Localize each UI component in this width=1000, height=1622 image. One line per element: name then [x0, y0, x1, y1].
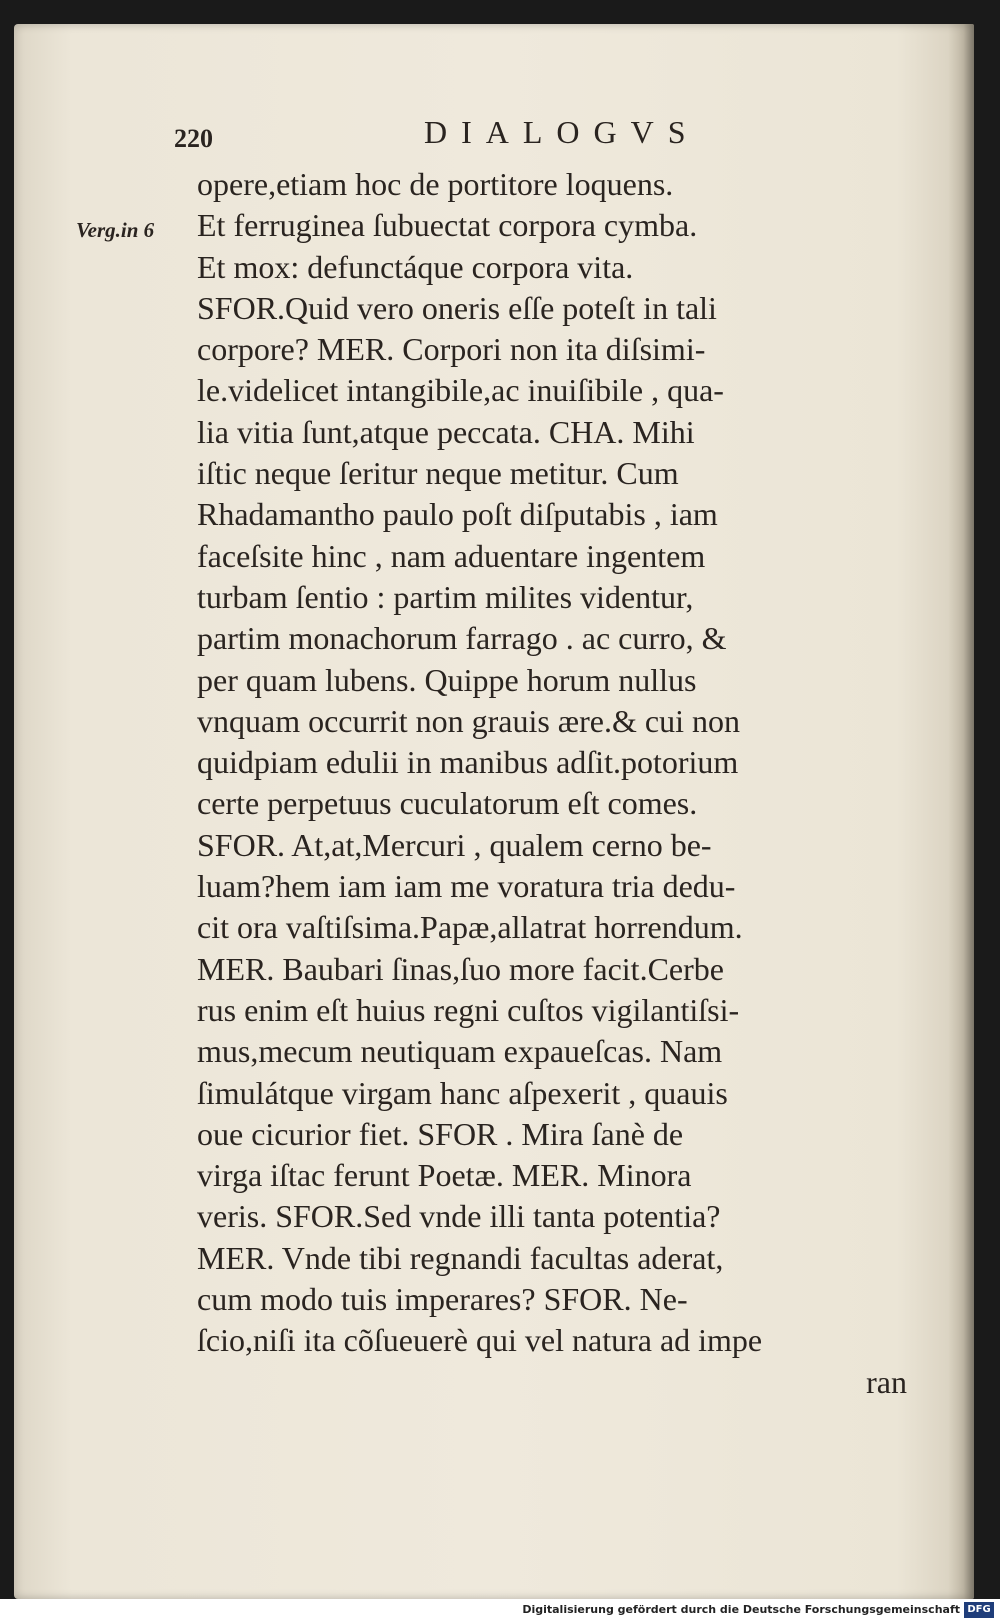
text-line: iſtic neque ſeritur neque metitur. Cum	[197, 455, 679, 492]
text-line: SFOR.Quid vero oneris eſſe poteſt in tali	[197, 289, 717, 326]
text-block	[197, 164, 907, 1403]
running-title: DIALOGVS	[424, 114, 700, 150]
text-line: SFOR. At,at,Mercuri , qualem cerno be-	[197, 826, 712, 863]
text-line: oue cicurior fiet. SFOR . Mira ſanè de	[197, 1115, 684, 1152]
text-line: cum modo tuis imperares? SFOR. Ne-	[197, 1281, 688, 1318]
text-line: faceſsite hinc , nam aduentare ingentem	[197, 537, 706, 574]
text-line: corpore? MER. Corpori non ita diſsimi-	[197, 331, 706, 368]
text-line: le.videlicet intangibile,ac inuiſibile , qua-	[197, 372, 724, 409]
marginal-note: Verg.in 6	[76, 218, 155, 242]
text-line: virga iſtac ferunt Poetæ. MER. Minora	[197, 1157, 692, 1194]
page-number: 220	[174, 124, 213, 153]
text-line: Rhadamantho paulo poſt diſputabis , iam	[197, 496, 718, 533]
footer-bar	[0, 1599, 1000, 1622]
catchword: ran	[866, 1363, 907, 1400]
text-line: veris. SFOR.Sed vnde illi tanta potentia?	[197, 1198, 721, 1235]
text-line: partim monachorum farrago . ac curro, &	[197, 620, 727, 657]
book-page	[14, 24, 974, 1599]
text-line: ſcio,niſi ita cõſueuerè qui vel natura ad impe	[197, 1322, 763, 1359]
text-line: vnquam occurrit non grauis ære.& cui non	[197, 702, 740, 739]
text-line: MER. Baubari ſinas,ſuo more facit.Cerbe	[197, 950, 724, 987]
text-line: Et mox: defunctáque corpora vita.	[197, 248, 634, 285]
footer-credit: Digitalisierung gefördert durch die Deutsche Forschungsgemeinschaft	[522, 1603, 960, 1616]
dfg-logo: DFG	[964, 1602, 994, 1618]
text-line: mus,mecum neutiquam expaueſcas. Nam	[197, 1033, 723, 1070]
text-line: MER. Vnde tibi regnandi facultas aderat,	[197, 1239, 724, 1276]
text-line: rus enim eſt huius regni cuſtos vigilantiſsi-	[197, 991, 740, 1028]
page-edge-shadow	[948, 24, 974, 1599]
text-line: opere,etiam hoc de portitore loquens.	[197, 166, 674, 202]
text-line: cit ora vaſtiſsima.Papæ,allatrat horrendum.	[197, 909, 743, 946]
text-line: quidpiam edulii in manibus adſit.potorium	[197, 744, 739, 781]
text-line: ſimulátque virgam hanc aſpexerit , quauis	[197, 1074, 728, 1111]
text-line: Et ferruginea ſubuectat corpora cymba.	[197, 207, 698, 244]
text-line: per quam lubens. Quippe horum nullus	[197, 661, 697, 698]
text-line: certe perpetuus cuculatorum eſt comes.	[197, 785, 698, 822]
text-line: lia vitia ſunt,atque peccata. CHA. Mihi	[197, 413, 695, 450]
text-line: luam?hem iam iam me voratura tria dedu-	[197, 868, 736, 905]
running-head	[14, 114, 974, 154]
text-line: turbam ſentio : partim milites videntur,	[197, 578, 694, 615]
